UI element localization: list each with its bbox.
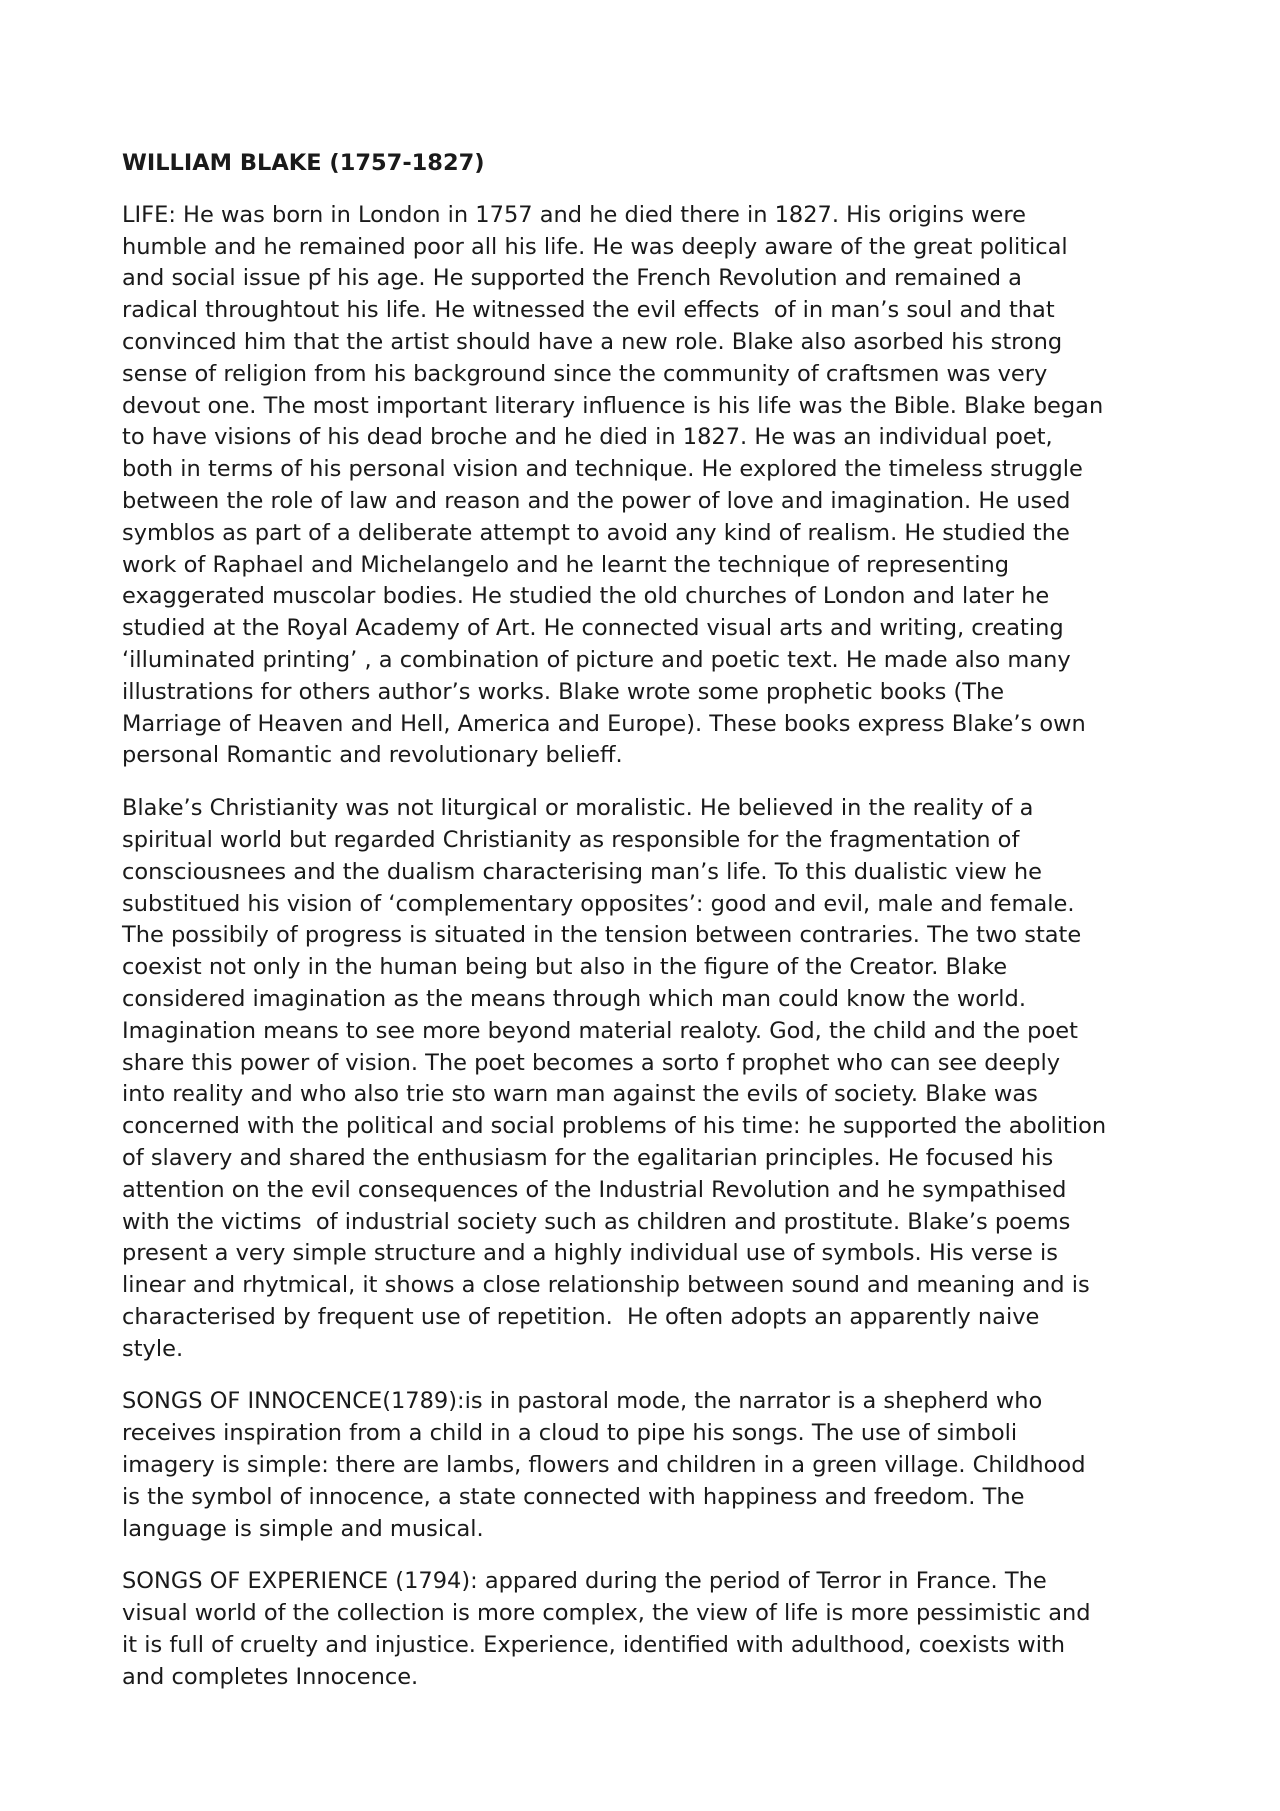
text-line: personal Romantic and revolutionary belieff. [122, 742, 623, 769]
document-page [122, 148, 1172, 1715]
text-line: between the role of law and reason and the power of love and imagination. He used [122, 487, 1071, 514]
text-line: work of Raphael and Michelangelo and he learnt the technique of representing [122, 551, 1010, 578]
text-line: substitued his vision of ‘complementary opposites’: good and evil, male and female. [122, 890, 1075, 917]
text-line: illustrations for others author’s works. Blake wrote some prophetic books (The [122, 678, 1005, 705]
text-line: both in terms of his personal vision and technique. He explored the timeless struggle [122, 456, 1083, 483]
text-line: Blake’s Christianity was not liturgical or moralistic. He believed in the reality of a [122, 795, 1034, 822]
text-line: devout one. The most important literary influence is his life was the Bible. Blake began [122, 392, 1104, 419]
text-line: language is simple and musical. [122, 1515, 484, 1542]
text-line: characterised by frequent use of repetition. He often adopts an apparently naive [122, 1303, 1040, 1330]
text-line: with the victims of industrial society such as children and prostitute. Blake’s poems [122, 1208, 1071, 1235]
text-line: coexist not only in the human being but also in the figure of the Creator. Blake [122, 954, 1008, 981]
text-line: linear and rhytmical, it shows a close relationship between sound and meaning and is [122, 1272, 1090, 1299]
paragraph [122, 200, 1172, 772]
paragraph [122, 1386, 1172, 1545]
text-line: into reality and who also trie sto warn man against the evils of society. Blake was [122, 1081, 1038, 1108]
text-line: humble and he remained poor all his life. He was deeply aware of the great political [122, 233, 1068, 260]
text-line: exaggerated muscolar bodies. He studied the old churches of London and later he [122, 583, 1050, 610]
text-line: spiritual world but regarded Christianity as responsible for the fragmentation of [122, 826, 1020, 853]
text-line: is the symbol of innocence, a state connected with happiness and freedom. The [122, 1483, 1025, 1510]
text-line: radical throughtout his life. He witnessed the evil effects of in man’s soul and that [122, 297, 1055, 324]
text-line: visual world of the collection is more complex, the view of life is more pessimistic and [122, 1600, 1091, 1627]
paragraph [122, 1566, 1172, 1693]
text-line: imagery is simple: there are lambs, flowers and children in a green village. Childhood [122, 1452, 1086, 1479]
text-line: ‘illuminated printing’ , a combination of picture and poetic text. He made also many [122, 646, 1071, 673]
text-line: present a very simple structure and a highly individual use of symbols. His verse is [122, 1240, 1058, 1267]
text-line: SONGS OF INNOCENCE(1789):is in pastoral mode, the narrator is a shepherd who [122, 1388, 1043, 1415]
text-line: SONGS OF EXPERIENCE (1794): appared during the period of Terror in France. The [122, 1568, 1047, 1595]
text-line: LIFE: He was born in London in 1757 and he died there in 1827. His origins were [122, 201, 1026, 228]
text-line: Marriage of Heaven and Hell, America and Europe). These books express Blake’s own [122, 710, 1086, 737]
text-line: of slavery and shared the enthusiasm for the egalitarian principles. He focused his [122, 1144, 1054, 1171]
document-body [122, 200, 1172, 1694]
text-line: style. [122, 1335, 184, 1362]
paragraph [122, 793, 1172, 1365]
text-line: Imagination means to see more beyond material realoty. God, the child and the poet [122, 1017, 1078, 1044]
text-line: share this power of vision. The poet becomes a sorto f prophet who can see deeply [122, 1049, 1061, 1076]
text-line: considered imagination as the means through which man could know the world. [122, 985, 1026, 1012]
text-line: attention on the evil consequences of the Industrial Revolution and he sympathised [122, 1176, 1067, 1203]
text-line: receives inspiration from a child in a cloud to pipe his songs. The use of simboli [122, 1420, 1018, 1447]
text-line: studied at the Royal Academy of Art. He connected visual arts and writing, creating [122, 615, 1064, 642]
text-line: sense of religion from his background since the community of craftsmen was very [122, 360, 1048, 387]
text-line: and completes Innocence. [122, 1663, 419, 1690]
text-line: convinced him that the artist should have a new role. Blake also asorbed his strong [122, 328, 1063, 355]
text-line: to have visions of his dead broche and he died in 1827. He was an individual poet, [122, 424, 1053, 451]
text-line: The possibily of progress is situated in the tension between contraries. The two state [122, 922, 1082, 949]
text-line: and social issue pf his age. He supported the French Revolution and remained a [122, 265, 1022, 292]
text-line: consciousnees and the dualism characterising man’s life. To this dualistic view he [122, 858, 1042, 885]
text-line: it is full of cruelty and injustice. Experience, identified with adulthood, coexists with [122, 1632, 1066, 1659]
document-title: WILLIAM BLAKE (1757-1827) [122, 150, 485, 176]
text-line: concerned with the political and social problems of his time: he supported the abolition [122, 1113, 1107, 1140]
text-line: symblos as part of a deliberate attempt to avoid any kind of realism. He studied the [122, 519, 1070, 546]
